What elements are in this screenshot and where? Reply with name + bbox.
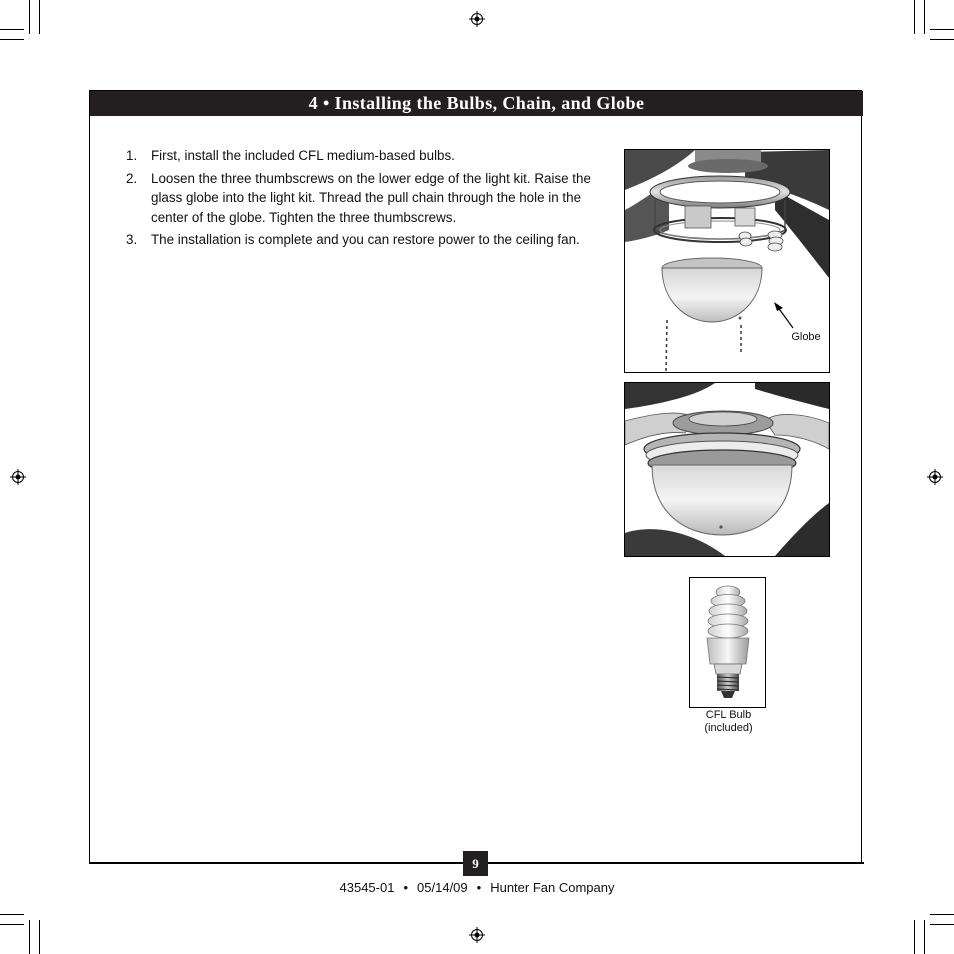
doc-number: 43545-01 [339,880,395,895]
crop-mark [29,0,30,34]
crop-mark [924,0,925,34]
step-text: Loosen the three thumbscrews on the lower edge of the light kit. Raise the glass globe into the light kit. Thread the pull chain through the hole in the center of the globe. Tighten the three thumbscrews. [151,170,591,225]
page-number: 9 [463,851,488,876]
cfl-bulb-label-line2: (included) [704,722,753,734]
globe-label: Globe [791,331,821,343]
instruction-list [126,146,606,253]
step-text: First, install the included CFL medium-based bulbs. [151,148,455,163]
list-item [126,169,606,228]
registration-mark-icon [927,469,943,485]
step-text: The installation is complete and you can restore power to the ceiling fan. [151,232,580,247]
crop-mark [39,0,40,34]
section-title: 4 • Installing the Bulbs, Chain, and Globe [90,91,863,116]
crop-mark [914,0,915,34]
footer [0,880,954,895]
registration-mark-icon [469,11,485,27]
crop-mark [29,920,30,954]
list-item [126,146,606,166]
crop-mark [930,924,954,925]
footer-separator: • [476,880,482,895]
figure-cfl-bulb [689,577,766,708]
crop-mark [39,920,40,954]
step-number: 2. [126,170,138,186]
registration-mark-icon [469,927,485,943]
footer-separator: • [403,880,409,895]
crop-mark [0,914,24,915]
crop-mark [930,29,954,30]
cfl-bulb-icon [690,578,765,707]
crop-mark [930,39,954,40]
doc-date: 05/14/09 [417,880,468,895]
cfl-bulb-label [690,709,767,735]
company-name: Hunter Fan Company [490,880,615,895]
step-number: 3. [126,232,138,247]
crop-mark [924,920,925,954]
registration-mark-icon [10,469,26,485]
crop-mark [930,914,954,915]
list-item [126,230,606,250]
crop-mark [0,924,24,925]
crop-mark [0,39,24,40]
step-number: 1. [126,148,138,163]
figure-installed-globe [624,382,830,557]
cfl-bulb-label-line1: CFL Bulb [705,709,752,721]
crop-mark [0,29,24,30]
crop-mark [914,920,915,954]
installed-globe-illustration [625,383,829,556]
